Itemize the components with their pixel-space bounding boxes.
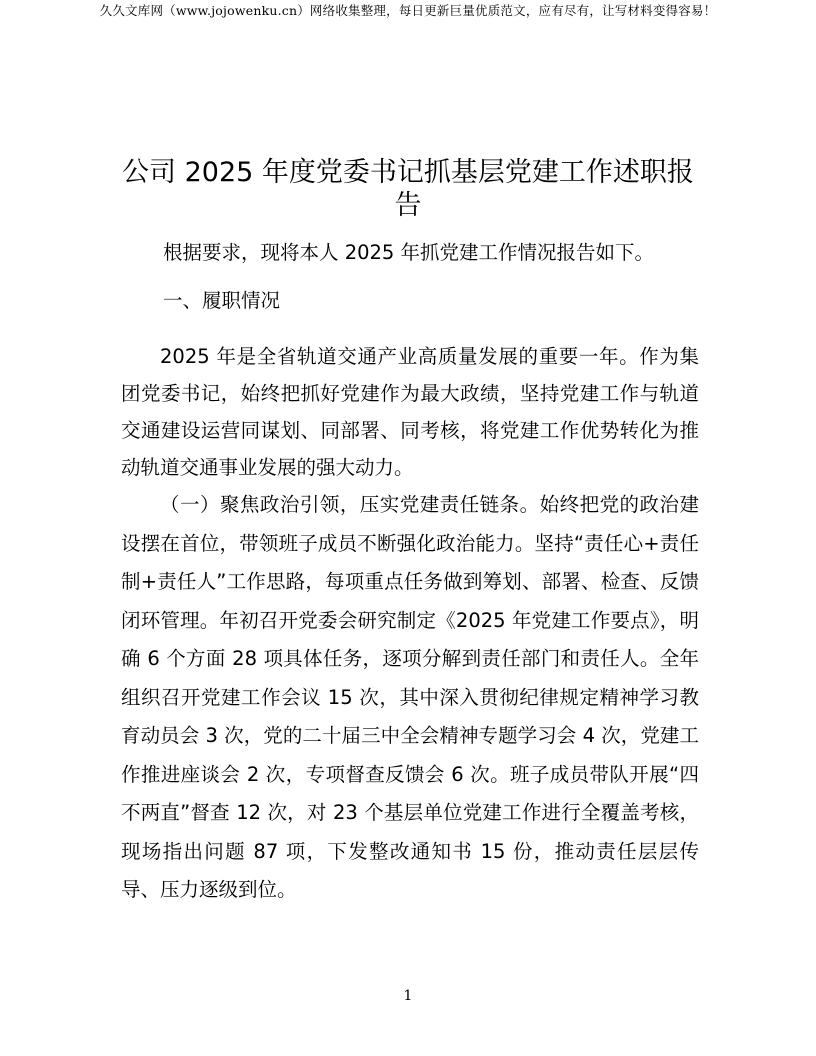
page-number: 1 xyxy=(403,988,413,1004)
body-paragraph-2: （一）聚焦政治引领，压实党建责任链条。始终把党的政治建设摆在首位，带领班子成员不断强化政治能力。坚持“责任心+责任制+责任人”工作思路，每项重点任务做到筹划、部署、检查、反馈闭环管理。年初召开党委会研究制定《2025 年党建工作要点》，明确 6 个方面 28 项具体任务，逐项分解到责任部门和责任人。全年组织召开党建工作会议 15 次，其中深入贯彻纪律规定精神学习教育动员会 3 次，党的二十届三中全会精神专题学习会 4 次，党建工作推进座谈会 2 次，专项督查反馈会 6 次。班子成员带队开展“四不两直”督查 12 次，对 23 个基层单位党建工作进行全覆盖考核，现场指出问题 87 项，下发整改通知书 15 份，推动责任层层传导、压力逐级到位。 xyxy=(121,493,699,901)
body-paragraph-1: 2025 年是全省轨道交通产业高质量发展的重要一年。作为集团党委书记，始终把抓好党建作为最大政绩，坚持党建工作与轨道交通建设运营同谋划、同部署、同考核，将党建工作优势转化为推动轨道交通事业发展的强大动力。 xyxy=(121,345,699,479)
intro-paragraph: 根据要求，现将本人 2025 年抓党建工作情况报告如下。 xyxy=(163,241,655,264)
site-header-banner: 久久文库网（www.jojowenku.cn）网络收集整理，每日更新巨量优质范文，应有尽有，让写材料变得容易！ xyxy=(99,3,717,18)
document-title: 公司 2025 年度党委书记抓基层党建工作述职报告 xyxy=(122,157,694,221)
section-heading: 一、履职情况 xyxy=(163,289,281,312)
